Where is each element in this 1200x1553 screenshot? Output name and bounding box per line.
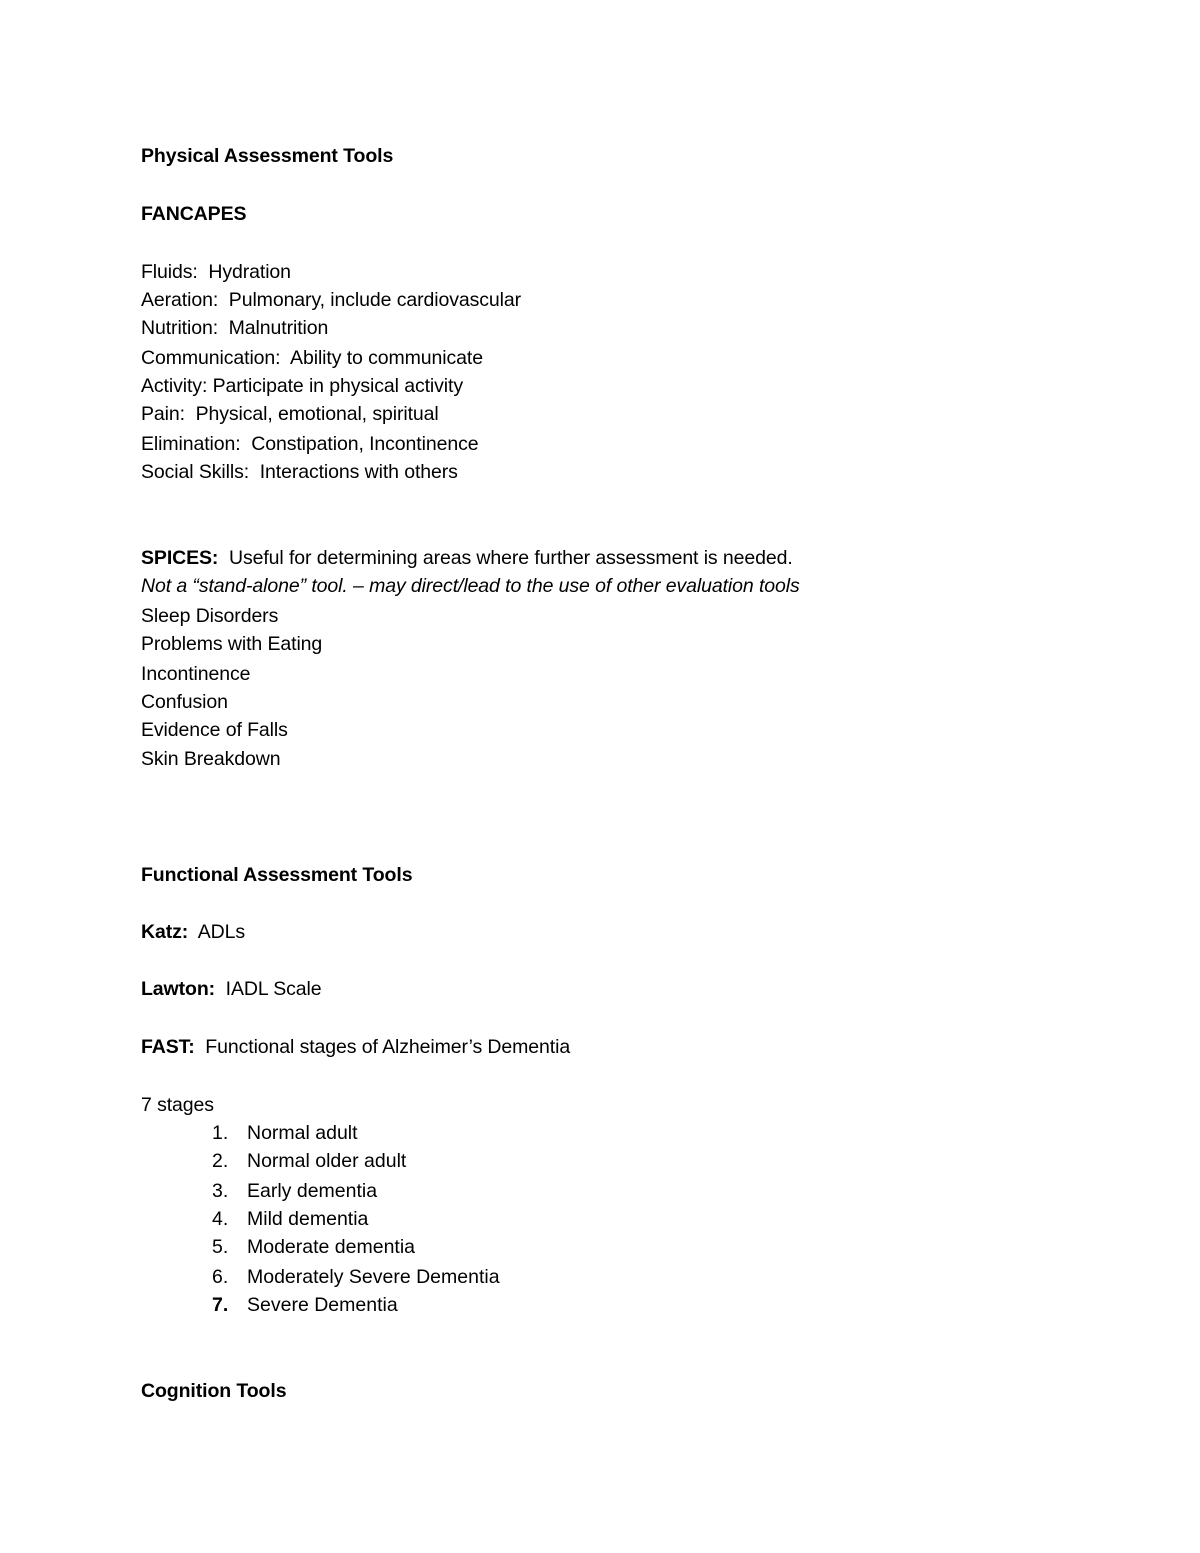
term: SPICES: <box>141 547 219 569</box>
term: Elimination: <box>141 433 241 455</box>
term: FAST: <box>141 1036 195 1058</box>
spices-heading <box>141 545 793 571</box>
stage-number: 4. <box>212 1208 229 1230</box>
spices-item: Sleep Disorders <box>141 605 279 627</box>
spices-item: Incontinence <box>141 663 251 685</box>
stage-number: 7. <box>212 1294 229 1316</box>
stage-label: Mild dementia <box>247 1208 369 1230</box>
spices-item: Confusion <box>141 691 228 713</box>
fancapes-item-activity <box>141 373 463 399</box>
term: Communication: <box>141 347 281 369</box>
desc: Hydration <box>197 261 291 283</box>
term: Lawton: <box>141 978 216 1000</box>
fancapes-item-social-skills <box>141 459 458 485</box>
stages-label: 7 stages <box>141 1094 214 1116</box>
term: Nutrition: <box>141 317 219 339</box>
katz-line <box>141 919 245 945</box>
stage-label: Normal older adult <box>247 1150 407 1172</box>
desc: Malnutrition <box>218 317 329 339</box>
fast-line <box>141 1034 570 1060</box>
desc: Useful for determining areas where further assessment is needed. <box>218 547 793 569</box>
page-title: Physical Assessment Tools <box>141 145 394 167</box>
lawton-line <box>141 976 322 1002</box>
fancapes-item-communication <box>141 345 483 371</box>
cognition-heading: Cognition Tools <box>141 1380 287 1402</box>
spices-item: Skin Breakdown <box>141 748 281 770</box>
functional-heading: Functional Assessment Tools <box>141 864 413 886</box>
stage-label: Moderate dementia <box>247 1236 416 1258</box>
stage-label: Normal adult <box>247 1122 358 1144</box>
fancapes-item-nutrition <box>141 315 328 341</box>
desc: IADL Scale <box>215 978 322 1000</box>
term: Activity: <box>141 375 208 397</box>
desc: Interactions with others <box>249 461 458 483</box>
desc: Pulmonary, include cardiovascular <box>218 289 522 311</box>
desc: Physical, emotional, spiritual <box>184 403 439 425</box>
term: Fluids: <box>141 261 198 283</box>
desc: Participate in physical activity <box>207 375 464 397</box>
term: Aeration: <box>141 289 219 311</box>
stage-number: 1. <box>212 1122 229 1144</box>
desc: Ability to communicate <box>280 347 483 369</box>
spices-note: Not a “stand-alone” tool. – may direct/lead to the use of other evaluation tools <box>141 575 800 597</box>
fancapes-item-pain <box>141 401 439 427</box>
fancapes-item-fluids <box>141 259 291 285</box>
desc: Functional stages of Alzheimer’s Dementia <box>194 1036 571 1058</box>
term: Pain: <box>141 403 185 425</box>
desc: Constipation, Incontinence <box>240 433 479 455</box>
spices-item: Problems with Eating <box>141 633 323 655</box>
desc: ADLs <box>188 921 246 943</box>
stage-number: 2. <box>212 1150 229 1172</box>
fancapes-heading: FANCAPES <box>141 203 247 225</box>
stage-number: 3. <box>212 1180 229 1202</box>
fancapes-item-elimination <box>141 431 478 457</box>
fancapes-item-aeration <box>141 287 521 313</box>
stage-number: 6. <box>212 1266 229 1288</box>
stage-label: Moderately Severe Dementia <box>247 1266 500 1288</box>
stage-label: Severe Dementia <box>247 1294 398 1316</box>
stage-label: Early dementia <box>247 1180 378 1202</box>
stage-number: 5. <box>212 1236 229 1258</box>
spices-item: Evidence of Falls <box>141 719 288 741</box>
term: Katz: <box>141 921 189 943</box>
term: Social Skills: <box>141 461 250 483</box>
